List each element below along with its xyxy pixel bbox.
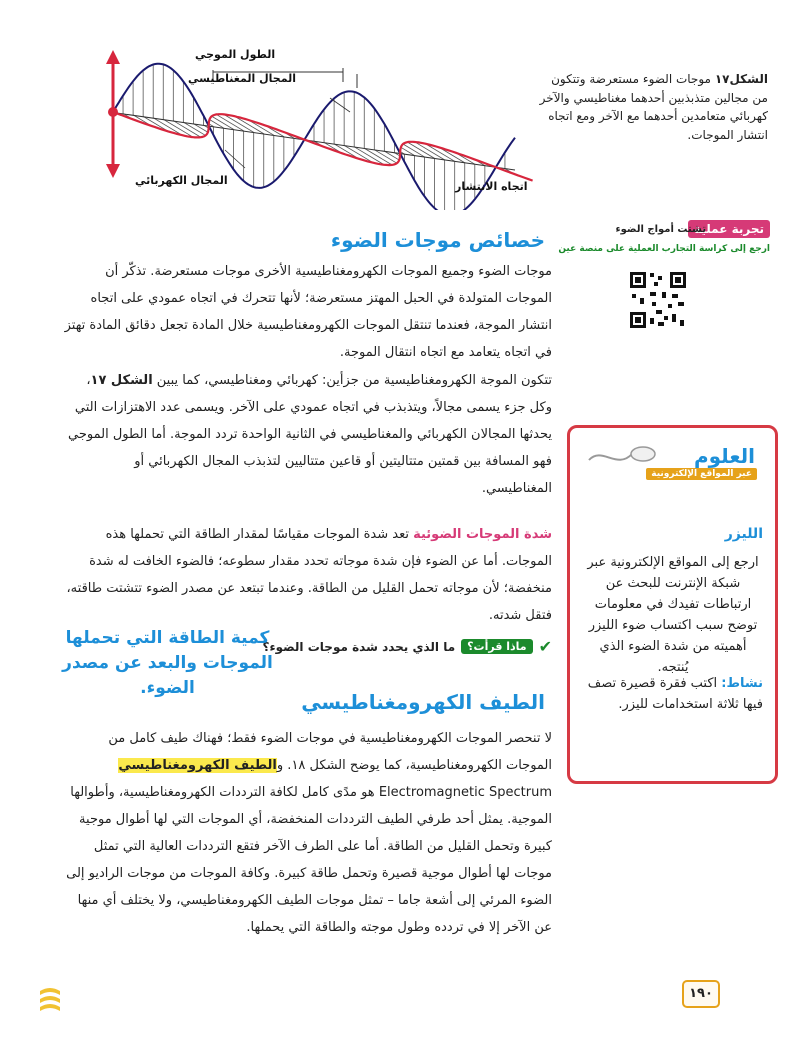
p4-text-a: لا تنحصر الموجات الكهرومغناطيسية في موجات الضوء فقط؛ فهناك طيف كامل من الموجات الكهرومغناطيسية، كما يوضح الشكل ١٨. و <box>108 731 552 773</box>
propagation-axis <box>110 112 515 170</box>
caption-text: موجات الضوء مستعرضة وتتكون من مجالين متذبذبين أحدهما مغناطيسي والآخر كهربائي متعامدين أحدهما مع الآخر ومع اتجاه انتشار الموجات. <box>539 72 768 142</box>
figure-caption <box>538 70 768 144</box>
reading-check-badge: ماذا قرأت؟ <box>461 639 532 654</box>
section-title-em-spectrum: الطيف الكهرومغناطيسي <box>301 690 545 714</box>
publisher-logo-icon <box>36 985 64 1015</box>
intensity-term: شدة الموجات الضوئية <box>413 527 552 542</box>
paragraph-em-wave-parts <box>62 367 552 502</box>
experiment-tag: تجربة عملية <box>688 220 770 238</box>
reading-check-question: ما الذي يحدد شدة موجات الضوء؟ <box>262 639 456 654</box>
computer-mouse-icon <box>587 442 657 468</box>
source-dot <box>108 107 118 117</box>
p2-text-b: ، وكل جزء يسمى مجالاً، ويتذبذب في اتجاه عمودي على الآخر. ويسمى عدد الاهتزازات التي يحدثها المجالان الكهربائي والمغناطيسي في الثانية الواحدة تردد الموجة. أما الطول الموجي فهو المسافة بين قمتين متتاليتين أو قاعين متتاليين لتذبذب المجال الكهربائي أو المغناطيسي. <box>68 373 552 496</box>
section-title-light-properties: خصائص موجات الضوء <box>330 228 545 252</box>
experiment-box <box>558 220 770 260</box>
paragraph-intensity <box>62 521 552 629</box>
experiment-title: تشتت أمواج الضوء <box>615 224 706 235</box>
electric-field-label: المجال الكهربائي <box>135 174 228 187</box>
em-spectrum-english: Electromagnetic Spectrum <box>374 785 552 800</box>
checkmark-icon: ✔ <box>538 637 552 656</box>
laser-activity <box>583 673 763 715</box>
paragraph-em-spectrum <box>62 725 552 941</box>
activity-text: اكتب فقرة قصيرة تصف فيها ثلاثة استخدامات لليزر. <box>587 676 763 712</box>
arrow-down-icon <box>106 164 120 178</box>
laser-title: الليزر <box>724 526 763 542</box>
experiment-subtitle[interactable]: ارجع إلى كراسة التجارب العملية على منصة عين <box>558 244 770 254</box>
science-online-banner <box>577 438 767 486</box>
science-online-box <box>567 425 778 784</box>
answer-annotation: كمية الطاقة التي تحملها الموجات والبعد عن مصدر الضوء. <box>62 628 273 698</box>
figure-number: الشكل١٧ <box>714 72 768 86</box>
paragraph-transverse-waves: موجات الضوء وجميع الموجات الكهرومغناطيسية الأخرى موجات مستعرضة. تذكّر أن الموجات المتولدة في الحبل المهتز مستعرضة؛ لأنها تتحرك في اتجاه عمودي على اتجاه انتشار الموجة، فعندما تنتقل الموجات الكهرومغناطيسية خلال المادة تجعل دقائق المادة تهتز في اتجاه يتعامد مع اتجاه انتقال الموجة. <box>64 264 552 360</box>
laser-body-text: ارجع إلى المواقع الإلكترونية عبر شبكة الإنترنت للبحث عن ارتباطات تفيدك في معلومات توضح سبب اكتساب ضوء الليزر أهميته من شدة الضوء الذي يُنتجه. <box>587 555 759 675</box>
direction-label: اتجاه الانتشار <box>455 180 528 193</box>
qr-code-icon[interactable] <box>628 270 688 330</box>
em-spectrum-term: الطيف الكهرومغناطيسي <box>118 758 277 773</box>
arrow-up-icon <box>106 50 120 64</box>
figure-17-ref[interactable]: الشكل ١٧ <box>90 373 153 388</box>
page-number: ١٩٠ <box>682 980 720 1008</box>
wavelength-label: الطول الموجي <box>195 48 276 61</box>
activity-label: نشاط: <box>721 676 763 691</box>
magnetic-field-label: المجال المغناطيسي <box>188 72 296 85</box>
reading-check <box>262 637 552 656</box>
p3-text: تعد شدة الموجات مقياسًا لمقدار الطاقة التي تحملها هذه الموجات. أما عن الضوء فإن شدة موجاته تحدد مقدار سطوعه؛ فالضوء الخافت له شدة منخفضة؛ لأن موجاته تحمل القليل من الطاقة. وعندما تبتعد عن مصدر الضوء تتشتت طاقته، فتقل شدته. <box>66 527 552 623</box>
science-online-subtitle: عبر المواقع الإلكترونية <box>646 468 757 480</box>
magnetic-hatch-line <box>425 144 454 162</box>
magnetic-hatch-line <box>235 116 264 134</box>
science-online-title: العلوم <box>693 444 755 468</box>
em-wave-figure <box>95 40 535 210</box>
p4-text-b: هو مدًى كامل لكافة الترددات الكهرومغناطيسية، وأطوالها الموجية. يمثل أحد طرفي الطيف الترددات المنخفضة، أي الموجات التي لها أطوال موجية كبيرة وتحمل القليل من الطاقة. أما على الطرف الآخر فتقع الترددات العالية التي تمثل موجات لها أطوال موجية قصيرة وتحمل طاقة كبيرة. وكافة الموجات من موجات الراديو إلى الضوء المرئي إلى أشعة جاما – تمثل موجات الطيف الكهرومغناطيسي، ولا يختلف أي منها عن الآخر إلا في تردده وطول موجته والطاقة التي يحملها. <box>66 785 552 935</box>
p2-text-a: تتكون الموجة الكهرومغناطيسية من جزأين: كهربائي ومغناطيسي، كما يبين <box>152 373 552 388</box>
